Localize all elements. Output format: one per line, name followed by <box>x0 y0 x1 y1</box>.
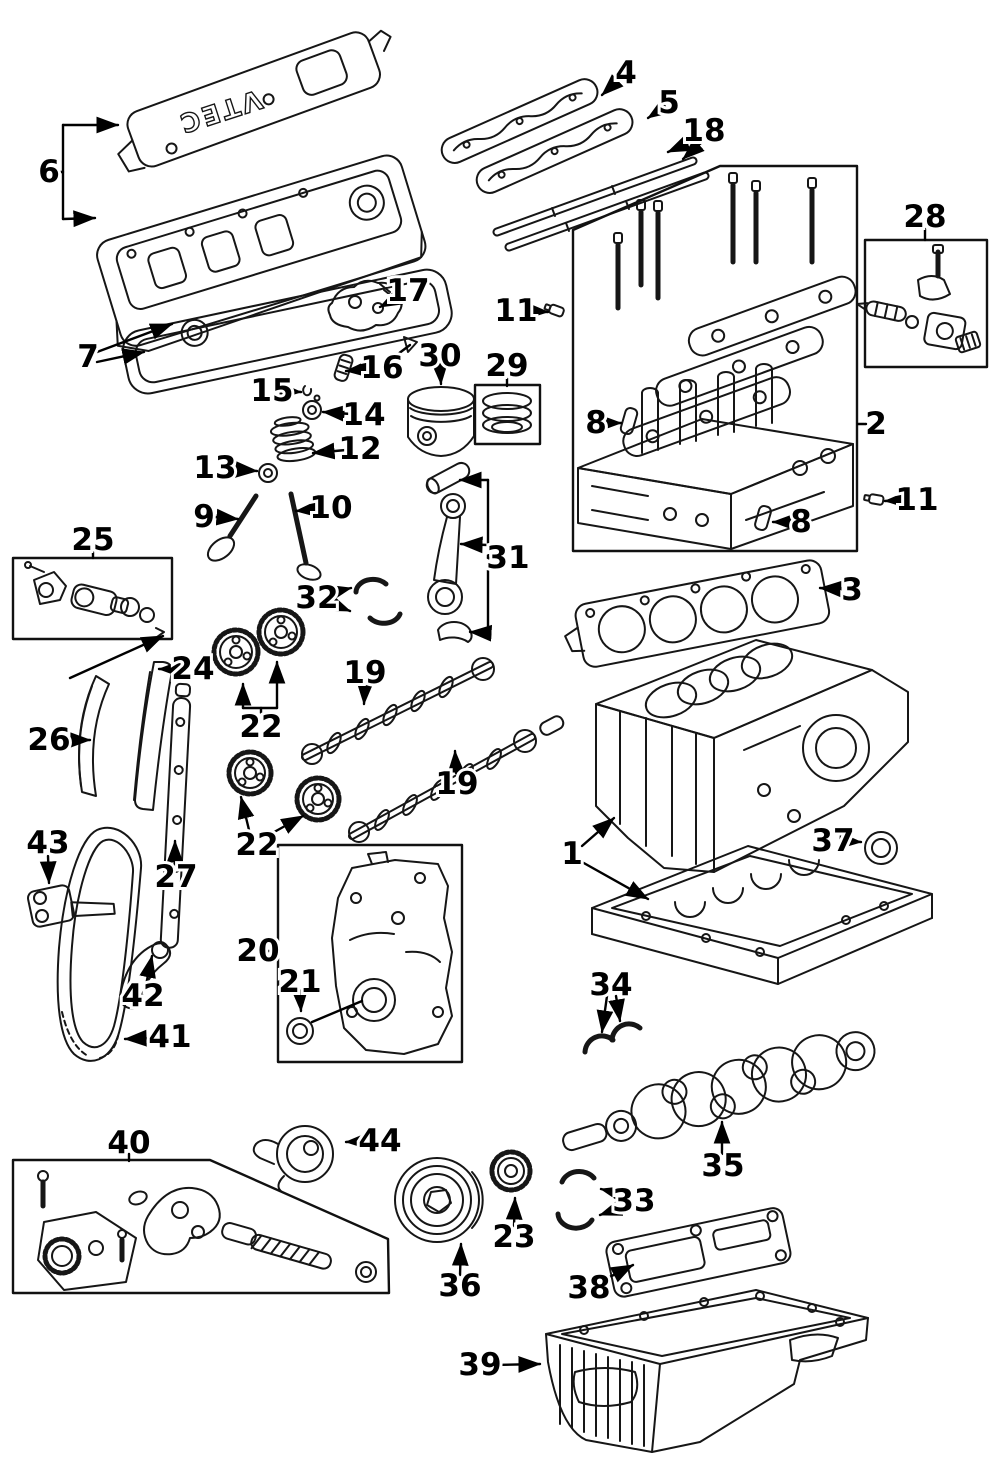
leader-arrow <box>582 818 614 846</box>
callout-3: 3 <box>841 572 863 608</box>
part-bolt-11a <box>544 302 565 317</box>
part-bolt-11b <box>864 493 884 505</box>
part-lower-block <box>592 846 932 984</box>
callout-31: 31 <box>486 540 530 576</box>
part-piston <box>408 387 474 456</box>
callout-12: 12 <box>338 431 382 467</box>
callout-35: 35 <box>701 1148 745 1184</box>
callout-9: 9 <box>193 499 215 535</box>
part-rocker-shafts <box>497 161 705 247</box>
callout-8: 8 <box>790 504 812 540</box>
callout-24: 24 <box>171 651 215 687</box>
part-oil-baffle <box>605 1206 793 1298</box>
callout-11: 11 <box>494 293 538 329</box>
callout-30: 30 <box>418 338 462 374</box>
callout-5: 5 <box>658 85 680 121</box>
callout-26: 26 <box>27 722 71 758</box>
callout-38: 38 <box>567 1270 611 1306</box>
leader-arrow <box>215 517 238 519</box>
callout-39: 39 <box>458 1347 502 1383</box>
part-chain-tensioner <box>27 884 115 928</box>
part-vtc-actuator <box>25 562 164 637</box>
part-head-gasket <box>560 558 831 671</box>
leader-arrow <box>63 218 95 219</box>
part-oil-pan <box>546 1290 868 1452</box>
part-front-cover <box>332 852 452 1054</box>
callout-19: 19 <box>435 766 479 802</box>
callout-18: 18 <box>682 113 726 149</box>
callout-6: 6 <box>38 154 60 190</box>
callout-15: 15 <box>250 373 294 409</box>
callout-11: 11 <box>895 482 939 518</box>
callout-20: 20 <box>236 933 280 969</box>
part-thrust-washers <box>585 1024 640 1052</box>
callout-14: 14 <box>342 397 386 433</box>
part-front-seal <box>287 1018 313 1044</box>
callout-1: 1 <box>561 836 583 872</box>
part-connecting-rod <box>428 494 472 642</box>
part-main-bearings <box>558 1172 594 1229</box>
valve-cover-badge: VTEC <box>173 83 266 139</box>
part-valve-spring <box>269 414 316 463</box>
callout-41: 41 <box>148 1019 192 1055</box>
callout-10: 10 <box>309 490 353 526</box>
leader-arrow <box>470 632 488 633</box>
part-balance-shaft-assembly <box>38 1171 376 1290</box>
part-valve-keepers <box>303 386 319 401</box>
part-engine-block <box>596 637 908 872</box>
part-chain-guide-curved <box>79 676 109 796</box>
part-crank-sprocket <box>491 1152 530 1190</box>
callout-4: 4 <box>615 55 637 91</box>
callout-44: 44 <box>358 1123 402 1159</box>
part-rocker-assemblies <box>595 273 884 460</box>
callout-42: 42 <box>121 978 165 1014</box>
part-engine-cover <box>107 21 405 177</box>
part-rear-main-seal <box>865 832 897 864</box>
callout-8: 8 <box>585 405 607 441</box>
part-tensioner-pulley <box>254 1126 333 1192</box>
part-piston-rings <box>483 393 531 433</box>
callout-7: 7 <box>77 339 99 375</box>
callout-17: 17 <box>386 273 430 309</box>
part-chain-guide-upper <box>134 662 172 810</box>
leader-arrow <box>820 588 840 589</box>
callout-23: 23 <box>492 1219 536 1255</box>
callout-34: 34 <box>589 967 633 1003</box>
part-spring-retainer <box>303 401 321 419</box>
leader-arrow <box>582 862 648 899</box>
leader-line <box>312 1001 362 1022</box>
callout-25: 25 <box>71 522 115 558</box>
part-crankshaft <box>555 1020 882 1167</box>
callout-32: 32 <box>295 580 339 616</box>
part-camshaft-a <box>302 658 494 764</box>
part-timing-chain <box>58 828 141 1061</box>
callout-33: 33 <box>612 1183 656 1219</box>
callout-36: 36 <box>438 1268 482 1304</box>
callout-29: 29 <box>485 348 529 384</box>
front-cover-box <box>278 845 462 1062</box>
part-valve-cover <box>87 152 431 360</box>
callout-19: 19 <box>343 655 387 691</box>
part-chain-guide-rail <box>160 684 191 949</box>
part-vtc-solenoid <box>855 245 981 353</box>
part-lash-adjuster <box>333 353 353 382</box>
callout-16: 16 <box>360 350 404 386</box>
callout-22: 22 <box>239 709 283 745</box>
callout-40: 40 <box>107 1125 151 1161</box>
callout-22: 22 <box>235 827 279 863</box>
callout-27: 27 <box>154 859 198 895</box>
callout-37: 37 <box>811 823 855 859</box>
callout-43: 43 <box>26 825 70 861</box>
part-valve-seal <box>259 464 277 482</box>
part-crank-pulley <box>395 1158 483 1242</box>
leader-arrow <box>461 544 488 545</box>
callout-21: 21 <box>278 964 322 1000</box>
callout-13: 13 <box>193 450 237 486</box>
part-rod-bearings <box>356 579 400 623</box>
part-piston-pin <box>424 460 472 496</box>
callout-2: 2 <box>865 406 887 442</box>
callout-28: 28 <box>903 199 947 235</box>
part-dowel-8b <box>754 505 772 531</box>
